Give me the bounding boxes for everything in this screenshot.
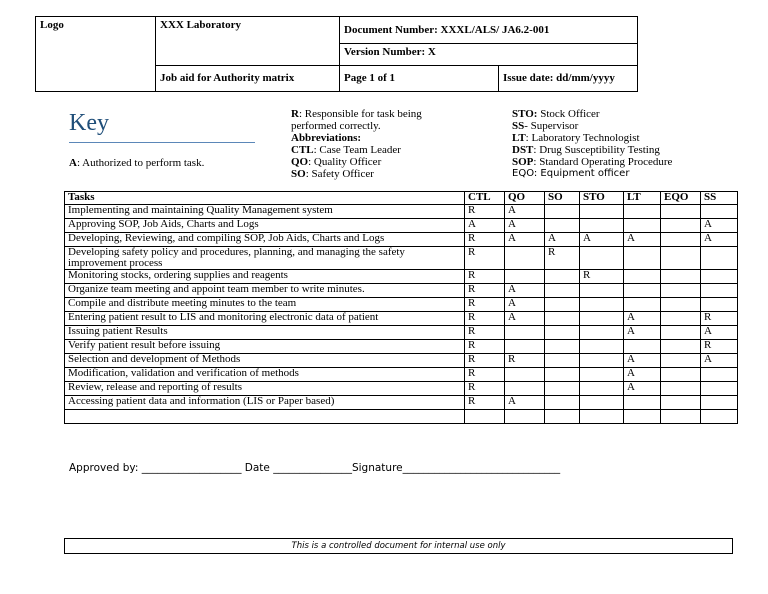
- header-so: SO: [545, 192, 580, 205]
- role-cell-eqo: [661, 382, 701, 396]
- job-aid-title: Job aid for Authority matrix: [156, 65, 340, 91]
- table-row: [65, 205, 738, 219]
- abbr-eqo: EQO: Equipment officer: [512, 168, 630, 179]
- header-eqo: EQO: [661, 192, 701, 205]
- role-cell-ctl: R: [465, 368, 505, 382]
- authorized-code: A: [69, 157, 77, 169]
- key-title: Key: [69, 110, 109, 136]
- role-cell-so: [545, 298, 580, 312]
- table-row: [65, 233, 738, 247]
- role-cell-ctl: R: [465, 326, 505, 340]
- role-cell-eqo: [661, 354, 701, 368]
- logo-cell: Logo: [36, 17, 156, 92]
- role-cell-ctl: R: [465, 312, 505, 326]
- role-cell-ss: A: [701, 354, 738, 368]
- role-cell-ctl: R: [465, 205, 505, 219]
- role-cell-qo: A: [505, 219, 545, 233]
- role-cell-ss: A: [701, 219, 738, 233]
- table-row: [65, 382, 738, 396]
- role-cell-ss: [701, 205, 738, 219]
- role-cell-so: [545, 368, 580, 382]
- role-cell-lt: [624, 298, 661, 312]
- task-cell: Modification, validation and verification of methods: [65, 368, 465, 382]
- role-cell-eqo: [661, 368, 701, 382]
- role-cell-so: [545, 396, 580, 410]
- role-cell-sto: [580, 410, 624, 424]
- task-cell: Approving SOP, Job Aids, Charts and Logs: [65, 219, 465, 233]
- abbr-lt: LT: Laboratory Technologist: [512, 132, 640, 144]
- role-cell-ss: [701, 410, 738, 424]
- task-cell: Entering patient result to LIS and monitoring electronic data of patient: [65, 312, 465, 326]
- role-cell-ss: [701, 368, 738, 382]
- role-cell-sto: [580, 396, 624, 410]
- table-row: [65, 270, 738, 284]
- role-cell-ss: [701, 270, 738, 284]
- abbr-dst: DST: Drug Susceptibility Testing: [512, 144, 660, 156]
- role-cell-so: [545, 270, 580, 284]
- role-cell-sto: [580, 354, 624, 368]
- role-cell-lt: A: [624, 233, 661, 247]
- responsible-text: : Responsible for task being performed correctly.: [291, 108, 422, 132]
- role-cell-lt: [624, 284, 661, 298]
- role-cell-sto: [580, 219, 624, 233]
- role-cell-ss: R: [701, 340, 738, 354]
- role-cell-qo: A: [505, 298, 545, 312]
- role-cell-lt: A: [624, 382, 661, 396]
- document-number: Document Number: XXXL/ALS/ JA6.2-001: [340, 17, 638, 44]
- role-cell-eqo: [661, 410, 701, 424]
- role-cell-ctl: R: [465, 284, 505, 298]
- role-cell-qo: A: [505, 233, 545, 247]
- header-sto: STO: [580, 192, 624, 205]
- role-cell-lt: [624, 396, 661, 410]
- abbr-ctl: CTL: Case Team Leader: [291, 144, 401, 156]
- page-number: Page 1 of 1: [340, 65, 499, 91]
- header-ctl: CTL: [465, 192, 505, 205]
- header-lt: LT: [624, 192, 661, 205]
- role-cell-eqo: [661, 396, 701, 410]
- role-cell-eqo: [661, 233, 701, 247]
- table-row: [65, 247, 738, 270]
- role-cell-ctl: [465, 410, 505, 424]
- authorized-text: : Authorized to perform task.: [76, 157, 205, 169]
- role-cell-lt: A: [624, 368, 661, 382]
- abbr-qo: QO: Quality Officer: [291, 156, 382, 168]
- role-cell-eqo: [661, 270, 701, 284]
- role-cell-lt: [624, 340, 661, 354]
- role-cell-ctl: R: [465, 247, 505, 270]
- table-row: [65, 219, 738, 233]
- role-cell-eqo: [661, 247, 701, 270]
- table-row: [65, 298, 738, 312]
- role-cell-qo: [505, 382, 545, 396]
- authorized-definition: [69, 157, 204, 169]
- role-cell-sto: R: [580, 270, 624, 284]
- table-row: [65, 284, 738, 298]
- version-number: Version Number: X: [340, 44, 638, 65]
- responsible-code: R: [291, 108, 299, 120]
- task-cell: Selection and development of Methods: [65, 354, 465, 368]
- role-cell-so: [545, 354, 580, 368]
- role-cell-so: [545, 205, 580, 219]
- abbr-sto: STO: Stock Officer: [512, 108, 600, 120]
- task-cell: Accessing patient data and information (LIS or Paper based): [65, 396, 465, 410]
- role-cell-lt: [624, 247, 661, 270]
- role-cell-eqo: [661, 340, 701, 354]
- abbr-ss: SS- Supervisor: [512, 120, 579, 132]
- role-cell-so: [545, 340, 580, 354]
- role-cell-eqo: [661, 205, 701, 219]
- table-row: [65, 326, 738, 340]
- role-cell-sto: [580, 247, 624, 270]
- role-cell-sto: [580, 298, 624, 312]
- task-cell: Organize team meeting and appoint team member to write minutes.: [65, 284, 465, 298]
- table-row: [65, 368, 738, 382]
- role-cell-eqo: [661, 326, 701, 340]
- role-cell-lt: [624, 270, 661, 284]
- role-cell-eqo: [661, 298, 701, 312]
- table-row: [65, 354, 738, 368]
- task-cell: Verify patient result before issuing: [65, 340, 465, 354]
- role-cell-lt: A: [624, 326, 661, 340]
- role-cell-sto: [580, 368, 624, 382]
- role-cell-qo: [505, 247, 545, 270]
- role-cell-qo: [505, 340, 545, 354]
- role-cell-qo: A: [505, 312, 545, 326]
- role-cell-lt: [624, 410, 661, 424]
- role-cell-eqo: [661, 284, 701, 298]
- role-cell-so: [545, 312, 580, 326]
- role-cell-qo: [505, 326, 545, 340]
- responsible-definition: [291, 108, 461, 132]
- role-cell-lt: A: [624, 312, 661, 326]
- abbreviations-label: Abbreviations:: [291, 132, 362, 144]
- key-underline: [69, 142, 255, 143]
- task-cell: Compile and distribute meeting minutes to the team: [65, 298, 465, 312]
- role-cell-sto: [580, 382, 624, 396]
- role-cell-eqo: [661, 219, 701, 233]
- role-cell-ctl: A: [465, 219, 505, 233]
- role-cell-ctl: R: [465, 354, 505, 368]
- header-qo: QO: [505, 192, 545, 205]
- task-cell: Developing safety policy and procedures, planning, and managing the safety improvement process: [65, 247, 465, 270]
- header-tasks: Tasks: [65, 192, 465, 205]
- table-row: [65, 340, 738, 354]
- issue-date: Issue date: dd/mm/yyyy: [499, 65, 638, 91]
- role-cell-sto: [580, 340, 624, 354]
- task-cell: Review, release and reporting of results: [65, 382, 465, 396]
- task-cell: Implementing and maintaining Quality Management system: [65, 205, 465, 219]
- role-cell-so: [545, 284, 580, 298]
- role-cell-lt: A: [624, 354, 661, 368]
- task-cell: Developing, Reviewing, and compiling SOP, Job Aids, Charts and Logs: [65, 233, 465, 247]
- header-ss: SS: [701, 192, 738, 205]
- role-cell-lt: [624, 205, 661, 219]
- role-cell-qo: [505, 368, 545, 382]
- role-cell-ss: [701, 247, 738, 270]
- role-cell-qo: A: [505, 284, 545, 298]
- task-cell: [65, 410, 465, 424]
- role-cell-so: R: [545, 247, 580, 270]
- role-cell-qo: [505, 410, 545, 424]
- document-header: [35, 16, 638, 92]
- approval-line: Approved by: ___________________ Date _______________Signature______________________________: [69, 462, 561, 474]
- role-cell-ctl: R: [465, 340, 505, 354]
- role-cell-sto: [580, 205, 624, 219]
- role-cell-ss: R: [701, 312, 738, 326]
- role-cell-lt: [624, 219, 661, 233]
- role-cell-ss: [701, 382, 738, 396]
- role-cell-ctl: R: [465, 396, 505, 410]
- role-cell-ctl: R: [465, 382, 505, 396]
- role-cell-qo: [505, 270, 545, 284]
- role-cell-sto: [580, 312, 624, 326]
- role-cell-so: [545, 382, 580, 396]
- key-column-abbreviations: [512, 108, 712, 180]
- role-cell-ctl: R: [465, 270, 505, 284]
- role-cell-qo: A: [505, 205, 545, 219]
- task-cell: Issuing patient Results: [65, 326, 465, 340]
- role-cell-qo: R: [505, 354, 545, 368]
- role-cell-ctl: R: [465, 298, 505, 312]
- role-cell-ss: [701, 396, 738, 410]
- role-cell-ss: [701, 298, 738, 312]
- role-cell-so: [545, 326, 580, 340]
- abbr-so: SO: Safety Officer: [291, 168, 374, 180]
- role-cell-so: A: [545, 233, 580, 247]
- table-header-row: [65, 192, 738, 205]
- role-cell-so: [545, 219, 580, 233]
- role-cell-ctl: R: [465, 233, 505, 247]
- role-cell-qo: A: [505, 396, 545, 410]
- key-column-responsible: [291, 108, 461, 180]
- role-cell-eqo: [661, 312, 701, 326]
- role-cell-ss: [701, 284, 738, 298]
- role-cell-ss: A: [701, 233, 738, 247]
- lab-name: XXX Laboratory: [156, 17, 340, 66]
- role-cell-sto: [580, 284, 624, 298]
- authority-matrix-table: [64, 191, 738, 424]
- controlled-document-footer: This is a controlled document for internal use only: [64, 538, 733, 554]
- table-row: [65, 312, 738, 326]
- role-cell-sto: A: [580, 233, 624, 247]
- role-cell-sto: [580, 326, 624, 340]
- role-cell-ss: A: [701, 326, 738, 340]
- abbr-sop: SOP: Standard Operating Procedure: [512, 156, 673, 168]
- table-row: [65, 396, 738, 410]
- role-cell-so: [545, 410, 580, 424]
- task-cell: Monitoring stocks, ordering supplies and reagents: [65, 270, 465, 284]
- table-row: [65, 410, 738, 424]
